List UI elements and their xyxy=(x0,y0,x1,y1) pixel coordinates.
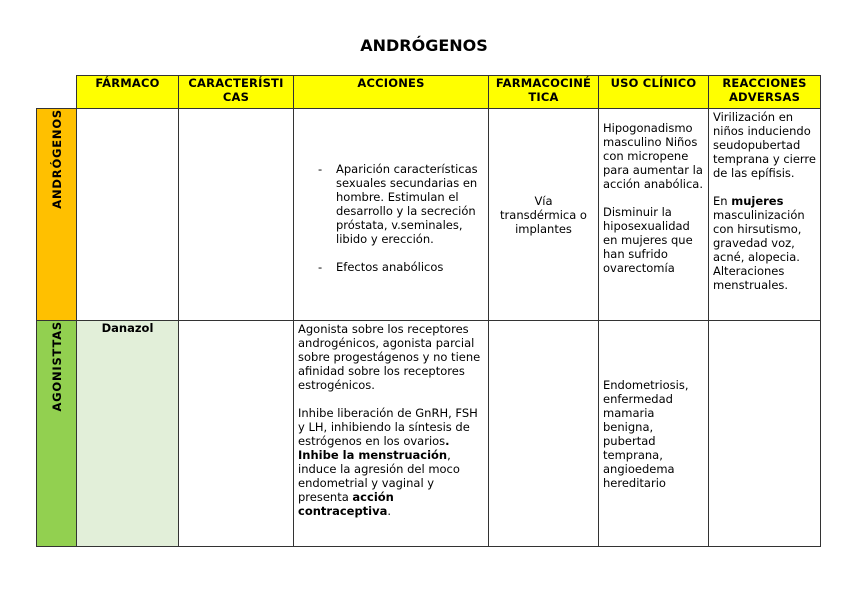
row-label-androgenos-text: ANDRÓGENOS xyxy=(49,109,64,209)
uso-clinico-agonistas: Endometriosis, enfermedad mamaria benigna, pubertad temprana, angioedema hereditario xyxy=(603,377,689,490)
cell-agonistas-reacciones xyxy=(709,321,821,547)
reacciones-androgenos-2 xyxy=(713,194,816,292)
cell-agonistas-uso-clinico xyxy=(599,321,709,547)
header-acciones: ACCIONES xyxy=(294,76,489,109)
cell-agonistas-farmaco: Danazol xyxy=(77,321,179,547)
farmacocinetica-text: Vía transdérmica o implantes xyxy=(500,193,587,236)
header-farmacocinetica xyxy=(489,76,599,109)
row-label-androgenos xyxy=(37,109,77,321)
header-caracteristicas-text: CARACTERÍSTICAS xyxy=(188,76,284,104)
cell-androgenos-farmacocinetica xyxy=(489,109,599,321)
header-reacciones: REACCIONES ADVERSAS xyxy=(709,76,821,109)
reacciones-androgenos-1: Virilización en niños induciendo seudopubertad temprana y cierre de las epífisis. xyxy=(713,110,816,180)
corner-cell xyxy=(37,76,77,109)
row-androgenos xyxy=(37,109,821,321)
reacciones-2-pre: En xyxy=(713,194,732,208)
reacciones-2-post: masculinización con hirsutismo, gravedad voz, acné, alopecia. Alteraciones menstruales. xyxy=(713,208,805,292)
cell-androgenos-reacciones xyxy=(709,109,821,321)
uso-clinico-androgenos-2: Disminuir la hiposexualidad en mujeres que han sufrido ovarectomía xyxy=(603,205,693,275)
header-farmacocinetica-text: FARMACOCINÉTICA xyxy=(495,76,592,104)
acciones-2b: . Inhibe la menstruación xyxy=(298,434,450,462)
cell-androgenos-caracteristicas xyxy=(179,109,294,321)
acciones-2c: , induce la agresión del moco endometrial y vaginal y presenta xyxy=(298,448,460,504)
cell-androgenos-farmaco xyxy=(77,109,179,321)
page-title: ANDRÓGENOS xyxy=(360,36,488,55)
acciones-item-2: - Efectos anabólicos xyxy=(336,260,482,274)
reacciones-2-bold: mujeres xyxy=(731,194,784,208)
row-agonistas xyxy=(37,321,821,547)
header-uso-clinico: USO CLÍNICO xyxy=(599,76,709,109)
acciones-2a: Inhibe liberación de GnRH, FSH y LH, inhibiendo la síntesis de estrógenos en los ovarios xyxy=(298,406,478,448)
row-label-agonistas xyxy=(37,321,77,547)
cell-agonistas-acciones xyxy=(294,321,489,547)
uso-clinico-androgenos-1: Hipogonadismo masculino Niños con micropene para aumentar la acción anabólica. xyxy=(603,121,704,191)
acciones-2d: acción contraceptiva xyxy=(298,490,394,518)
acciones-item-1: - Aparición características sexuales secundarias en hombre. Estimulan el desarrollo y la secreción próstata, v.seminales, libido y erección. xyxy=(336,162,482,246)
acciones-2e: . xyxy=(387,504,392,518)
cell-androgenos-acciones xyxy=(294,109,489,321)
header-caracteristicas xyxy=(179,76,294,109)
cell-agonistas-caracteristicas xyxy=(179,321,294,547)
header-row xyxy=(37,76,821,109)
cell-androgenos-uso-clinico xyxy=(599,109,709,321)
row-label-agonistas-text: AGONISTTAS xyxy=(49,321,64,412)
acciones-agonistas-1: Agonista sobre los receptores androgénicos, agonista parcial sobre progestágenos y no tiene afinidad sobre los receptores estrogénicos. xyxy=(298,322,481,392)
header-farmaco: FÁRMACO xyxy=(77,76,179,109)
cell-agonistas-farmacocinetica xyxy=(489,321,599,547)
acciones-agonistas-2 xyxy=(298,406,484,518)
androgens-table xyxy=(36,75,821,547)
